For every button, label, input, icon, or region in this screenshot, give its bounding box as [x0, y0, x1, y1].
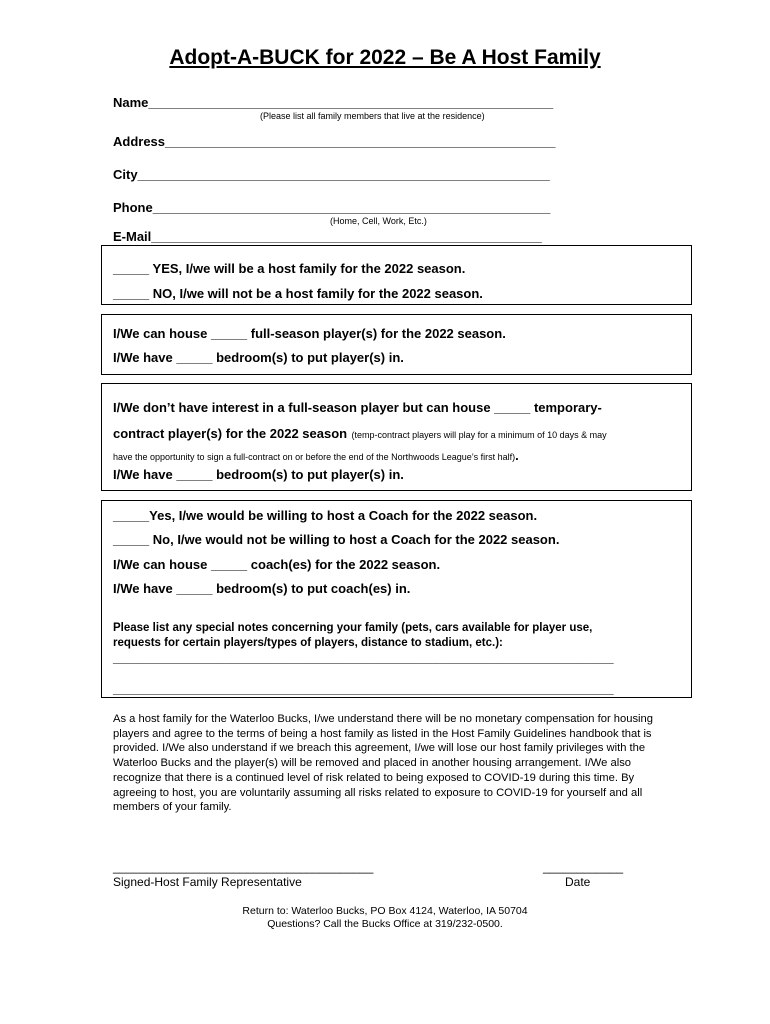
temp-contract-note-cont: have the opportunity to sign a full-contract on or before the end of the Northwoods League’s first half)	[113, 452, 516, 462]
temp-contract-bedrooms[interactable]: I/We have _____ bedroom(s) to put player(s) in.	[113, 467, 404, 482]
city-field[interactable]: City_________________________________________________________	[113, 167, 550, 182]
special-notes-prompt-cont: requests for certain players/types of players, distance to stadium, etc.):	[113, 637, 503, 649]
temp-contract-period: .	[515, 448, 519, 463]
full-season-house[interactable]: I/We can house _____ full-season player(s) for the 2022 season.	[113, 326, 506, 341]
special-notes-line-2[interactable]: ________________________________________________________________________	[113, 682, 614, 696]
page-title: Adopt-A-BUCK for 2022 – Be A Host Family	[169, 46, 601, 69]
date-label: Date	[565, 875, 591, 889]
temp-contract-note: (temp-contract players will play for a minimum of 10 days & may	[351, 430, 607, 440]
temp-contract-season: contract player(s) for the 2022 season	[113, 426, 348, 441]
special-notes-line-1[interactable]: ________________________________________________________________________	[113, 651, 614, 665]
coach-yes-option[interactable]: _____Yes, I/we would be willing to host a Coach for the 2022 season.	[113, 508, 538, 523]
name-field[interactable]: Name________________________________________________________	[113, 95, 554, 110]
coach-house[interactable]: I/We can house _____ coach(es) for the 2022 season.	[113, 557, 441, 572]
host-yes-option[interactable]: _____ YES, I/we will be a host family for the 2022 season.	[113, 261, 466, 276]
phone-field[interactable]: Phone_______________________________________________________	[113, 200, 551, 215]
coach-no-option[interactable]: _____ No, I/we would not be willing to host a Coach for the 2022 season.	[113, 532, 560, 547]
date-line[interactable]: ____________	[543, 860, 624, 874]
signature-label: Signed-Host Family Representative	[113, 875, 302, 889]
temp-contract-line3	[113, 447, 519, 465]
temp-contract-line2	[113, 425, 607, 443]
temp-contract-house[interactable]: I/We don’t have interest in a full-season player but can house _____ temporary-	[113, 400, 602, 415]
coach-bedrooms[interactable]: I/We have _____ bedroom(s) to put coach(es) in.	[113, 581, 411, 596]
return-address: Return to: Waterloo Bucks, PO Box 4124, Waterloo, IA 50704	[242, 905, 528, 917]
full-season-box	[101, 314, 692, 375]
agreement-text: As a host family for the Waterloo Bucks, I/we understand there will be no monetary compensation for housing players and agree to the terms of being a host family as listed in the Host Family Guidelines handbook that is provided. I/We also understand if we breach this agreement, I/we will lose our host family privileges with the Waterloo Bucks and the player(s) will be removed and placed in another housing arrangement. I/We also recognize that there is a continued level of risk related to being exposed to COVID-19 during this time. By agreeing to host, you are voluntarily assuming all risks related to exposure to COVID-19 for yourself and all members of your family.	[113, 713, 653, 814]
email-field[interactable]: E-Mail______________________________________________________	[113, 229, 542, 244]
name-hint: (Please list all family members that live at the residence)	[260, 111, 485, 121]
phone-hint: (Home, Cell, Work, Etc.)	[330, 216, 427, 226]
full-season-bedrooms[interactable]: I/We have _____ bedroom(s) to put player(s) in.	[113, 350, 404, 365]
special-notes-prompt: Please list any special notes concerning your family (pets, cars available for player use,	[113, 622, 593, 634]
address-field[interactable]: Address______________________________________________________	[113, 134, 556, 149]
host-no-option[interactable]: _____ NO, I/we will not be a host family for the 2022 season.	[113, 286, 483, 301]
coach-box	[101, 500, 692, 698]
signature-line[interactable]: _______________________________________	[113, 860, 374, 874]
questions-contact: Questions? Call the Bucks Office at 319/232-0500.	[267, 918, 503, 930]
